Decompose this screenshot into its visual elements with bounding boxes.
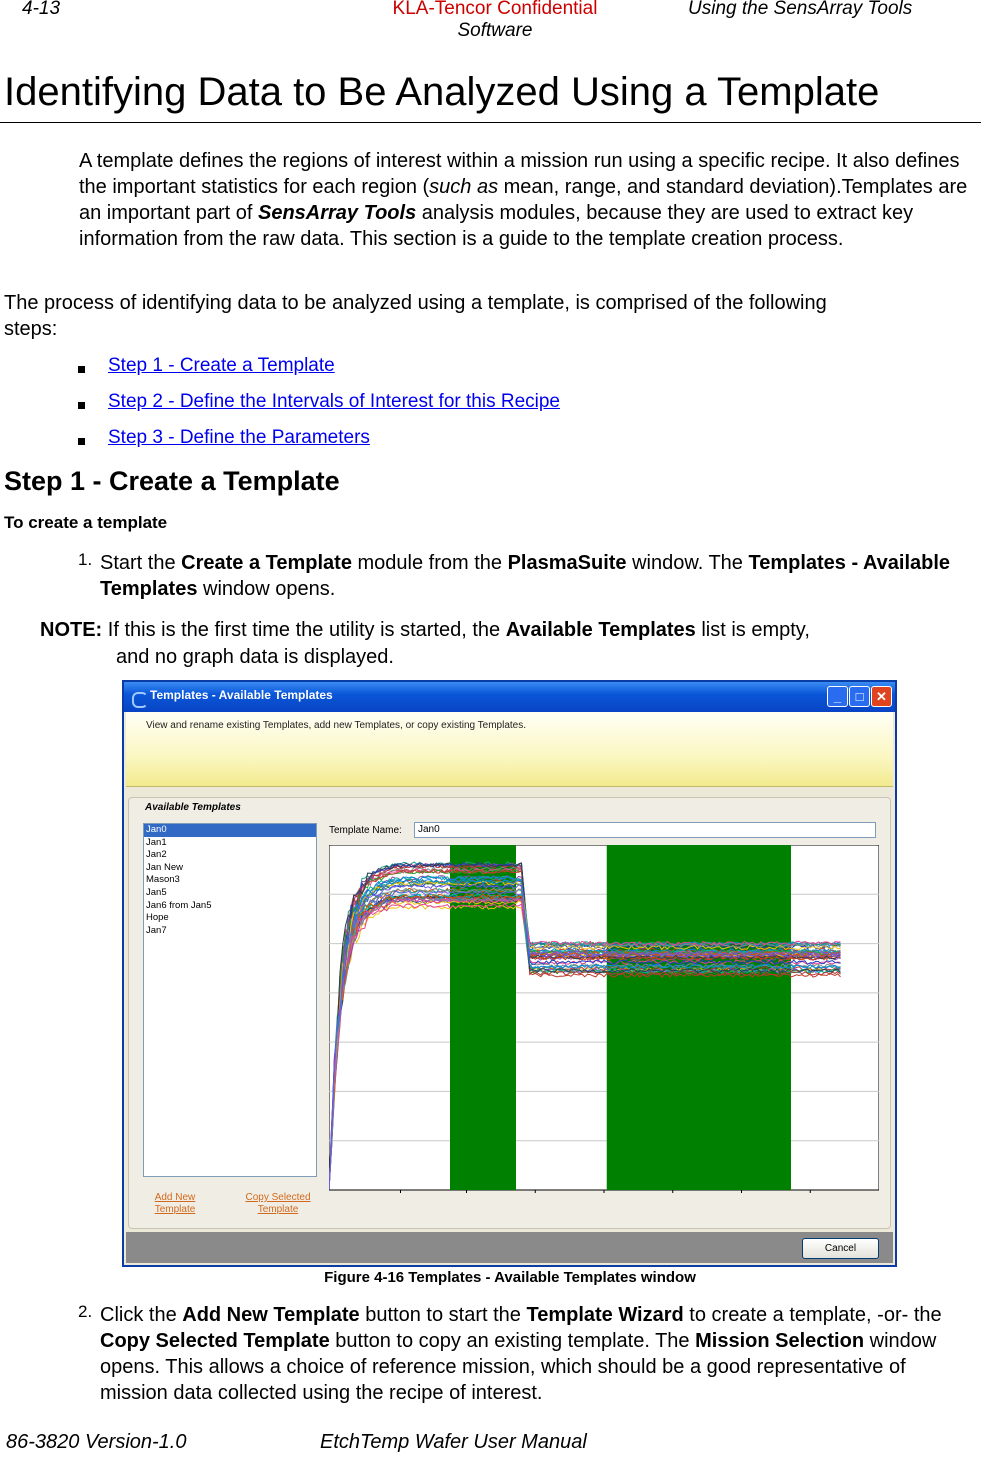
chart-interval-band — [607, 845, 791, 1190]
available-templates-panel — [128, 797, 891, 1229]
numbered-item-1 — [78, 550, 978, 602]
copy-selected-template-button[interactable]: Copy Selected Template — [245, 1192, 311, 1215]
window-bottombar — [126, 1232, 893, 1263]
subheading: To create a template — [4, 513, 168, 532]
minimize-icon[interactable]: _ — [827, 686, 848, 707]
list-item — [78, 354, 560, 390]
list-item[interactable]: Hope — [146, 912, 169, 924]
header-software: Software — [457, 20, 533, 41]
template-chart — [329, 845, 879, 1205]
list-item[interactable]: Jan New — [146, 861, 183, 873]
numbered-item-2 — [78, 1302, 978, 1406]
header-confidential-text: KLA-Tencor Confidential — [392, 0, 598, 19]
template-name-label: Template Name: — [329, 825, 402, 836]
list-item — [78, 426, 560, 462]
item-text: Start the Create a Template module from the PlasmaSuite window. The Templates - Available Templates window opens. — [100, 552, 951, 600]
bullet-icon — [78, 438, 85, 445]
footer — [6, 1431, 587, 1454]
cancel-button[interactable]: Cancel — [802, 1238, 879, 1259]
process-paragraph: The process of identifying data to be analyzed using a template, is comprised of the following steps: — [4, 292, 827, 340]
header-page-number: 4-13 — [22, 0, 61, 19]
step2-link[interactable]: Step 2 - Define the Intervals of Interest for this Recipe — [108, 391, 561, 412]
list-item — [78, 390, 560, 426]
list-item[interactable]: Jan6 from Jan5 — [146, 899, 212, 911]
figure-caption: Figure 4-16 Templates - Available Templates window — [324, 1269, 696, 1286]
list-item[interactable]: Jan5 — [146, 886, 167, 898]
steps-list — [78, 354, 560, 462]
page-title: Identifying Data to Be Analyzed Using a Template — [0, 70, 981, 123]
list-item[interactable]: Jan1 — [146, 836, 167, 848]
list-item[interactable]: Jan7 — [146, 924, 167, 936]
note-paragraph: NOTE: If this is the first time the utility is started, the Available Templates list is empty, and no graph data is displayed. — [40, 619, 810, 668]
panel-title: Available Templates — [145, 802, 241, 813]
close-icon[interactable]: ✕ — [871, 686, 892, 707]
list-item[interactable]: Jan0 — [144, 824, 316, 837]
footer-doc-id: 86-3820 Version-1.0 — [6, 1431, 187, 1453]
item-text: Click the Add New Template button to start the Template Wizard to create a template, -or- the Copy Selected Template button to copy an existing template. The Mission Selection window opens. This allows a choice of reference mission, which should be a good representative of mission data collected using the recipe of interest. — [100, 1304, 942, 1404]
list-item[interactable]: Jan2 — [146, 849, 167, 861]
step1-heading: Step 1 - Create a Template — [4, 466, 340, 496]
header-section: Using the SensArray Tools — [688, 0, 913, 19]
window-titlebar[interactable] — [124, 682, 895, 712]
intro-paragraph: A template defines the regions of interest within a mission run using a specific recipe. It also defines the important statistics for each region (such as mean, range, and standard deviation).Templates are an important part of SensArray Tools analysis modules, because they are used to extract key information from the raw data. This section is a guide to the template creation process. — [79, 150, 968, 250]
bullet-icon — [78, 366, 85, 373]
templates-listbox[interactable] — [143, 823, 317, 1177]
window-title: Templates - Available Templates — [150, 688, 333, 702]
header-confidential — [345, 0, 645, 42]
template-name-input[interactable]: Jan0 — [414, 822, 876, 838]
bullet-icon — [78, 402, 85, 409]
footer-manual: EtchTemp Wafer User Manual — [320, 1431, 587, 1453]
app-logo-icon — [132, 692, 148, 708]
item-number: 2. — [78, 1302, 93, 1321]
banner-text: View and rename existing Templates, add new Templates, or copy existing Templates. — [146, 720, 527, 731]
instruction-banner — [126, 712, 893, 787]
step1-link[interactable]: Step 1 - Create a Template — [108, 355, 335, 376]
add-new-template-button[interactable]: Add New Template — [154, 1192, 196, 1215]
templates-window — [122, 680, 897, 1267]
maximize-icon[interactable]: □ — [849, 686, 870, 707]
step3-link[interactable]: Step 3 - Define the Parameters — [108, 427, 370, 448]
item-number: 1. — [78, 550, 93, 569]
list-item[interactable]: Mason3 — [146, 874, 180, 886]
